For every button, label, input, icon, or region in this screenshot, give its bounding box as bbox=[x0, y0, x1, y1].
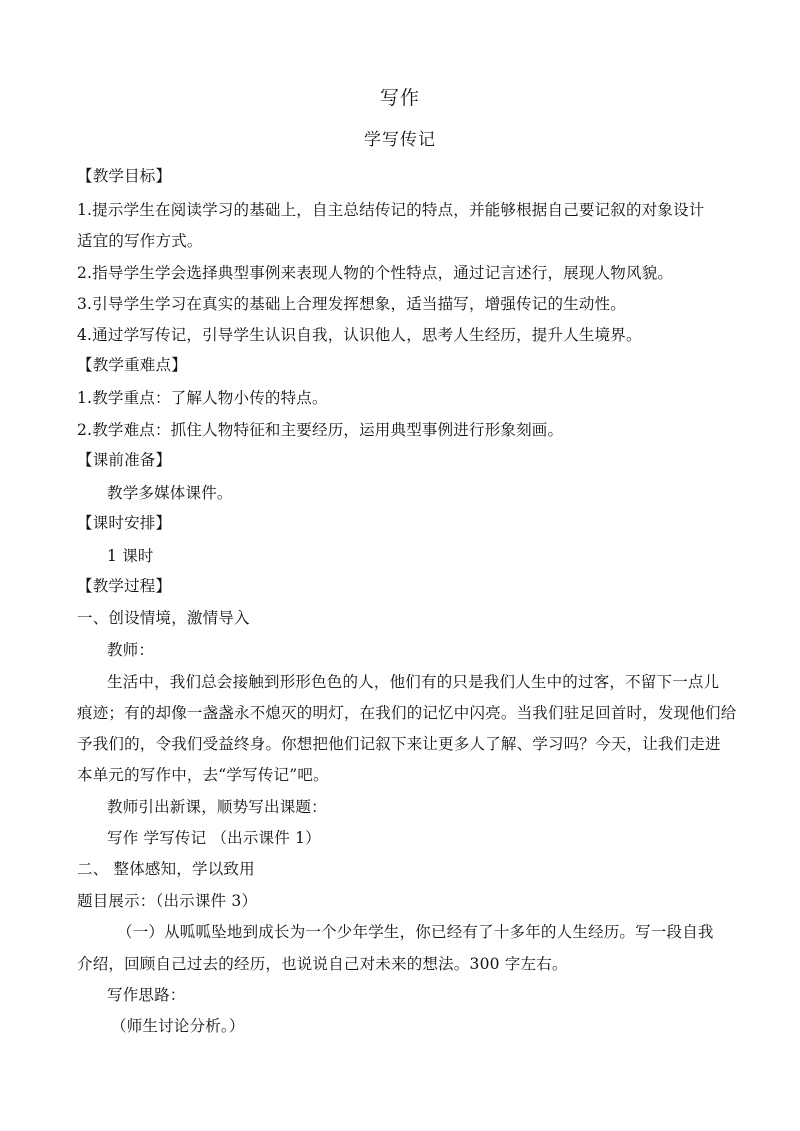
paragraph-line: 教学多媒体课件。 bbox=[107, 484, 233, 502]
paragraph-line: 介绍，回顾自己过去的经历，也说说自己对未来的想法。300 字左右。 bbox=[77, 955, 568, 973]
paragraph-line: 本单元的写作中，去“学写传记”吧。 bbox=[77, 766, 329, 784]
document-title: 写作 bbox=[379, 87, 420, 109]
paragraph-line: 题目展示：（出示课件 3） bbox=[77, 892, 258, 910]
section-heading-schedule: 【课时安排】 bbox=[77, 514, 172, 532]
paragraph-line: 予我们的，令我们受益终身。你想把他们记叙下来让更多人了解、学习吗？今天，让我们走进 bbox=[77, 735, 721, 753]
paragraph-line: 1.提示学生在阅读学习的基础上，自主总结传记的特点，并能够根据自己要记叙的对象设计 bbox=[77, 201, 705, 219]
paragraph-line: 2.指导学生学会选择典型事例来表现人物的个性特点，通过记言述行，展现人物风貌。 bbox=[77, 264, 674, 282]
section-heading-preparation: 【课前准备】 bbox=[77, 451, 172, 469]
paragraph-line: 教师： bbox=[107, 641, 155, 659]
section-heading-key-points: 【教学重难点】 bbox=[77, 356, 187, 374]
paragraph-line: 痕迹；有的却像一盏盏永不熄灭的明灯，在我们的记忆中闪亮。当我们驻足回首时，发现他们给 bbox=[77, 704, 737, 722]
paragraph-line: 写作思路： bbox=[107, 986, 186, 1004]
section-heading-process: 【教学过程】 bbox=[77, 577, 172, 595]
paragraph-line: 4.通过学写传记，引导学生认识自我，认识他人，思考人生经历，提升人生境界。 bbox=[77, 326, 642, 344]
paragraph-line: 生活中，我们总会接触到形形色色的人，他们有的只是我们人生中的过客，不留下一点儿 bbox=[107, 673, 720, 691]
subsection-heading: 一、创设情境，激情导入 bbox=[77, 609, 250, 627]
paragraph-line: 1.教学重点：了解人物小传的特点。 bbox=[77, 389, 328, 407]
document-subtitle: 学写传记 bbox=[364, 130, 436, 150]
paragraph-line: 2.教学难点：抓住人物特征和主要经历，运用典型事例进行形象刻画。 bbox=[77, 421, 564, 439]
section-heading-objectives: 【教学目标】 bbox=[77, 167, 172, 185]
paragraph-line: 3.引导学生学习在真实的基础上合理发挥想象，适当描写，增强传记的生动性。 bbox=[77, 295, 626, 313]
paragraph-line: 1 课时 bbox=[107, 547, 154, 565]
subsection-heading: 二、 整体感知，学以致用 bbox=[77, 860, 255, 878]
paragraph-line: 写作 学写传记 （出示课件 1） bbox=[107, 829, 321, 847]
paragraph-line: （师生讨论分析。） bbox=[111, 1017, 245, 1035]
paragraph-line: 适宜的写作方式。 bbox=[77, 232, 203, 250]
paragraph-line: （一）从呱呱坠地到成长为一个少年学生，你已经有了十多年的人生经历。写一段自我 bbox=[117, 923, 714, 941]
paragraph-line: 教师引出新课，顺势写出课题： bbox=[107, 798, 327, 816]
